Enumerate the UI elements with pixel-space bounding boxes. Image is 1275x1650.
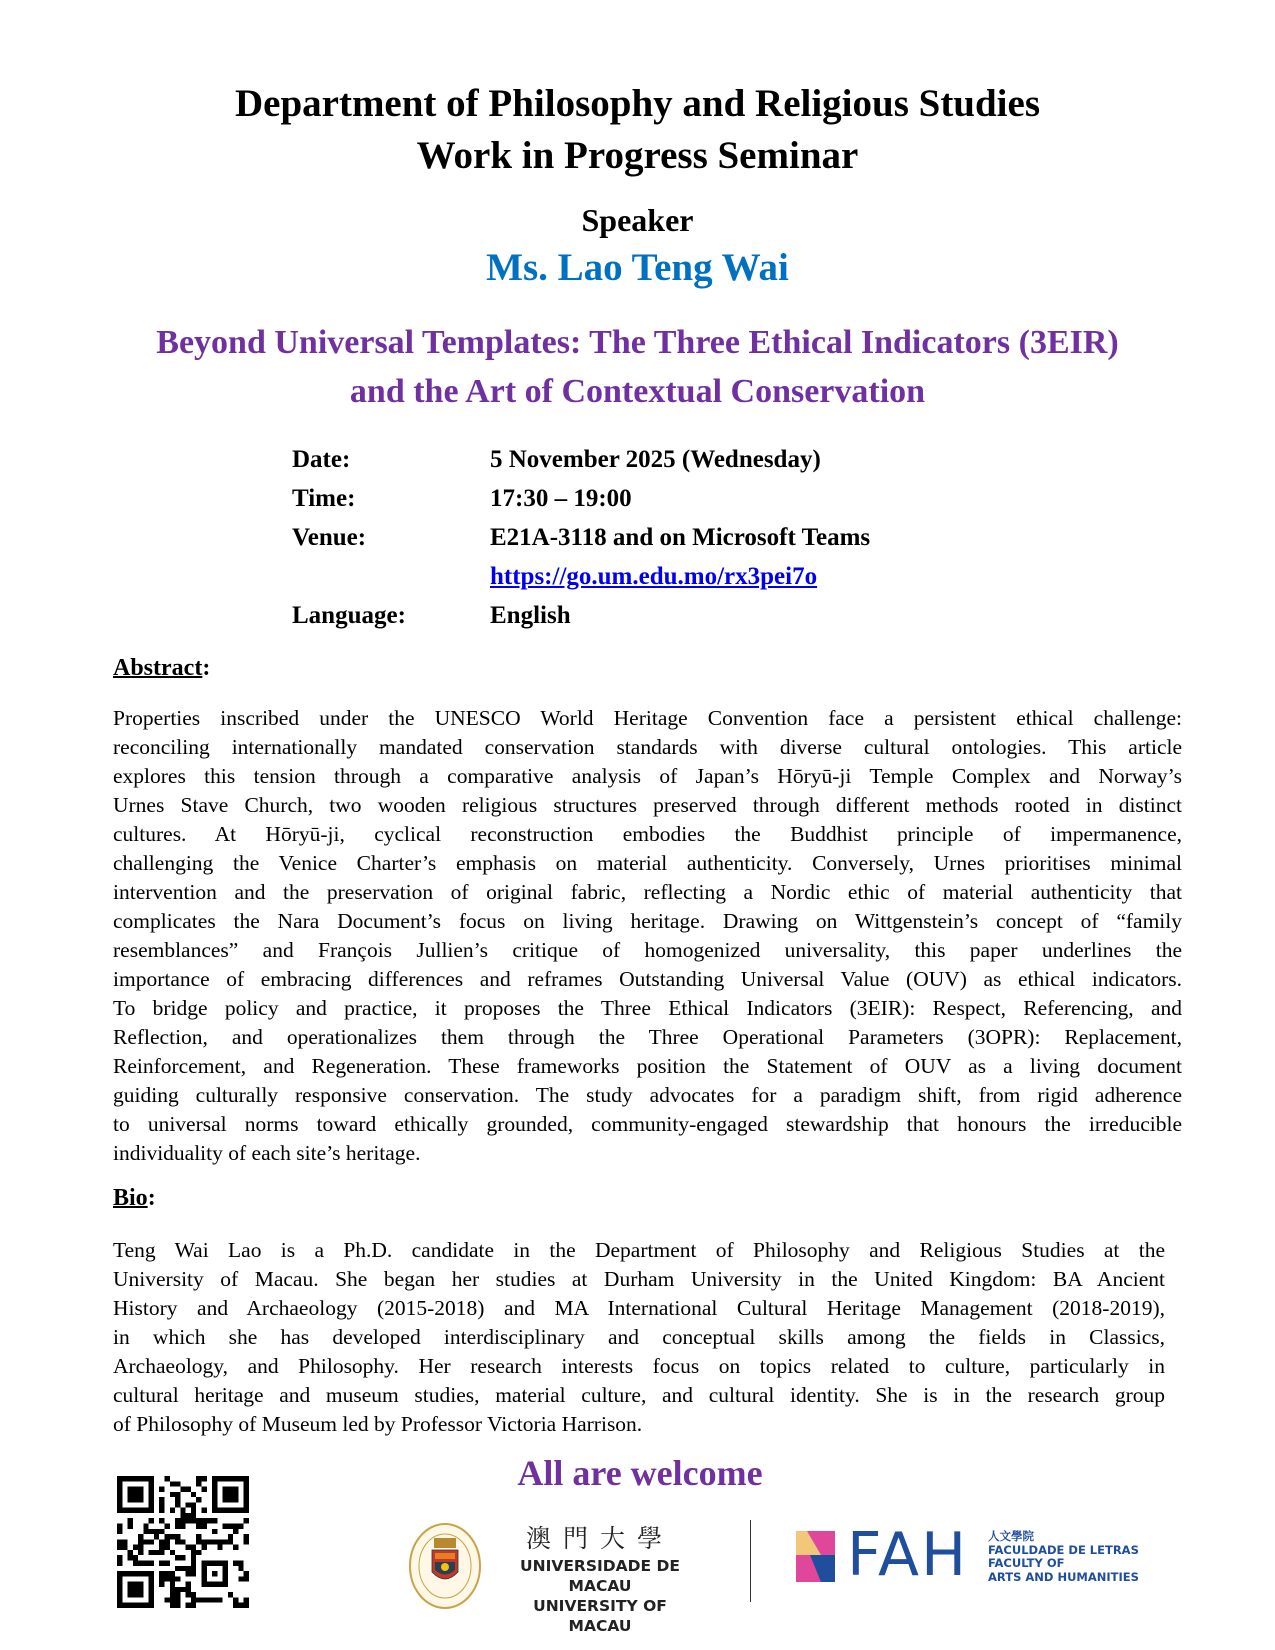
detail-label: Date:: [292, 445, 351, 473]
fah-english-line1: FACULTY OF: [988, 1556, 1065, 1570]
bio-line: in which she has developed interdisciplinary and conceptual skills among the fields in Classics,: [113, 1325, 1165, 1349]
abstract-line: reconciling internationally mandated conservation standards with diverse cultural ontologies. This article: [113, 735, 1182, 759]
bio-line: of Philosophy of Museum led by Professor Victoria Harrison.: [113, 1412, 643, 1436]
logo-divider: [750, 1520, 751, 1602]
bio-text: [113, 1236, 1165, 1439]
university-seal-icon: [408, 1522, 482, 1610]
bio-line: History and Archaeology (2015-2018) and MA International Cultural Heritage Management (2018-2019),: [113, 1296, 1165, 1320]
bio-line: Teng Wai Lao is a Ph.D. candidate in the Department of Philosophy and Religious Studies at the: [113, 1238, 1165, 1262]
bio-heading-colon: :: [147, 1185, 156, 1211]
bio-heading-text: Bio: [113, 1185, 148, 1211]
detail-time: [292, 479, 870, 518]
fah-portuguese-name: FACULDADE DE LETRAS: [988, 1542, 1139, 1557]
detail-value: English: [490, 601, 571, 629]
detail-value: 5 November 2025 (Wednesday): [490, 445, 821, 473]
teams-link[interactable]: https://go.um.edu.mo/rx3pei7o: [490, 562, 818, 590]
talk-title-line1: Beyond Universal Templates: The Three Ethical Indicators (3EIR): [156, 324, 1119, 361]
department-title: Department of Philosophy and Religious Studies: [234, 82, 1041, 125]
abstract-heading: [113, 655, 210, 682]
bio-line: University of Macau. She began her studies at Durham University in the United Kingdom: BA Ancient: [113, 1267, 1165, 1291]
fah-chinese-name: 人文學院: [988, 1529, 1034, 1543]
abstract-line: Properties inscribed under the UNESCO World Heritage Convention face a persistent ethical challenge:: [113, 706, 1182, 730]
abstract-line: Reinforcement, and Regeneration. These frameworks position the Statement of OUV as a living document: [113, 1054, 1182, 1078]
abstract-line: Reflection, and operationalizes them through the Three Operational Parameters (3OPR): Replacement,: [113, 1025, 1182, 1049]
fah-faculty-name: [988, 1530, 1139, 1584]
abstract-line: intervention and the preservation of original fabric, reflecting a Nordic ethic of material authenticity that: [113, 880, 1182, 904]
detail-value: 17:30 – 19:00: [490, 484, 632, 512]
speaker-label: Speaker: [581, 202, 694, 238]
fah-wordmark: FAH: [847, 1520, 969, 1590]
detail-language: [292, 596, 870, 635]
abstract-line: importance of embracing differences and reframes Outstanding Universal Value (OUV) as ethical indicators.: [113, 967, 1182, 991]
bio-heading: [113, 1185, 156, 1212]
all-welcome: All are welcome: [517, 1453, 763, 1493]
university-of-macau-logo: [500, 1522, 700, 1636]
bio-line: Archaeology, and Philosophy. Her research interests focus on topics related to culture, particularly in: [113, 1354, 1165, 1378]
abstract-line: complicates the Nara Document’s focus on living heritage. Drawing on Wittgenstein’s concept of “family: [113, 909, 1182, 933]
abstract-line: challenging the Venice Charter’s emphasis on material authenticity. Conversely, Urnes prioritises minimal: [113, 851, 1182, 875]
detail-venue: [292, 518, 870, 557]
fah-english-line2: ARTS AND HUMANITIES: [988, 1569, 1139, 1584]
abstract-line: explores this tension through a comparative analysis of Japan’s Hōryū-ji Temple Complex and Norway’s: [113, 764, 1182, 788]
detail-label: Venue:: [292, 523, 367, 551]
abstract-text: [113, 704, 1182, 1168]
detail-link: [292, 557, 870, 596]
speaker-name: Ms. Lao Teng Wai: [486, 246, 789, 289]
talk-title-line2: and the Art of Contextual Conservation: [349, 373, 926, 410]
detail-value: E21A-3118 and on Microsoft Teams: [490, 523, 871, 551]
detail-date: [292, 440, 870, 479]
event-details: [292, 440, 870, 635]
um-english-name: UNIVERSITY OF MACAU: [533, 1597, 667, 1635]
fah-mark-icon: [796, 1531, 835, 1582]
detail-label: Language:: [292, 601, 406, 629]
detail-label: Time:: [292, 484, 356, 512]
abstract-line: To bridge policy and practice, it proposes the Three Ethical Indicators (3EIR): Respect, Referencing, and: [113, 996, 1182, 1020]
abstract-heading-text: Abstract: [113, 655, 203, 681]
seminar-title: Work in Progress Seminar: [416, 134, 859, 177]
qr-code-icon[interactable]: [117, 1476, 249, 1608]
abstract-line: to universal norms toward ethically grounded, community-engaged stewardship that honours the irreducible: [113, 1112, 1182, 1136]
abstract-line: guiding culturally responsive conservation. The study advocates for a paradigm shift, from rigid adherence: [113, 1083, 1182, 1107]
detail-value: [490, 563, 817, 591]
bio-line: cultural heritage and museum studies, material culture, and cultural identity. She is in the research group: [113, 1383, 1165, 1407]
abstract-line: individuality of each site’s heritage.: [113, 1141, 421, 1165]
um-portuguese-name: UNIVERSIDADE DE MACAU: [520, 1557, 680, 1595]
um-chinese-name: 澳門大學: [525, 1524, 674, 1553]
abstract-line: resemblances” and François Jullien’s critique of homogenized universality, this paper underlines the: [113, 938, 1182, 962]
abstract-heading-colon: :: [202, 655, 211, 681]
abstract-line: cultures. At Hōryū-ji, cyclical reconstruction embodies the Buddhist principle of impermanence,: [113, 822, 1182, 846]
abstract-line: Urnes Stave Church, two wooden religious structures preserved through different methods rooted in distinct: [113, 793, 1182, 817]
